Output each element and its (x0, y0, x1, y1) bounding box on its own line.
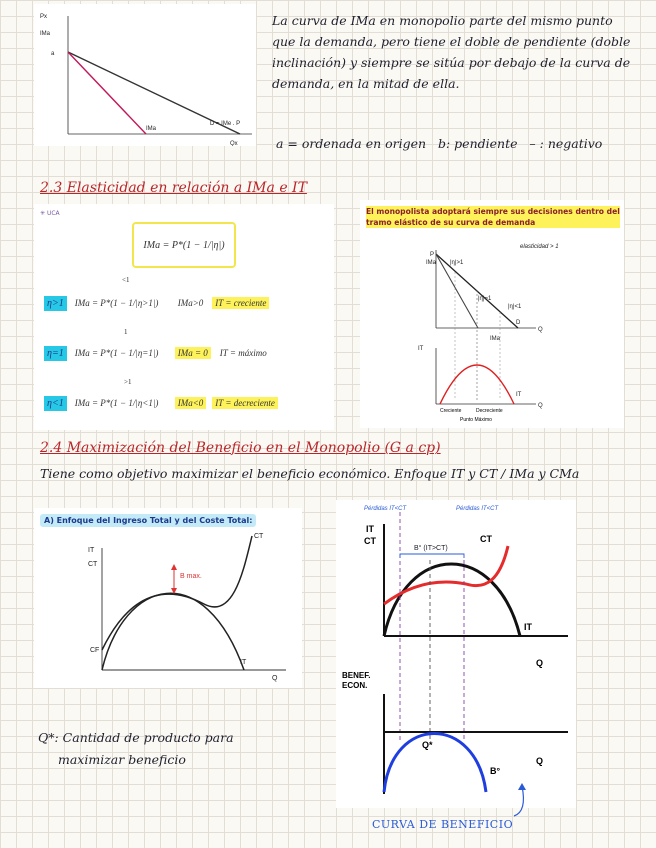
section-24-subtitle: Tiene como objetivo maximizar el beneficio económico. Enfoque IT y CT / IMa y CMa (40, 466, 580, 481)
elastic-panel-svg (360, 200, 624, 428)
a-ct-axis: CT (88, 561, 98, 568)
eta-eq-result: IMa = 0 (175, 347, 211, 359)
elastic-p-label: P (430, 252, 435, 258)
elastic-q-label: Q (538, 327, 543, 333)
benefit-curve (384, 734, 486, 793)
eta-lt-tag: η<1 (44, 396, 67, 411)
b-ct-axis: CT (364, 536, 376, 546)
benefit-chart-svg (336, 500, 576, 808)
ct-curve-top (384, 546, 508, 604)
creciente-label: Creciente (440, 408, 462, 414)
eta-gt-formula: IMa = P*(1 − 1/|η>1|) (74, 298, 159, 308)
elastic-q2-label: Q (538, 403, 543, 409)
uca-logo: ✳ UCA (40, 210, 60, 217)
elasticity-note: elasticidad > 1 (520, 244, 559, 250)
a-ct-curve-label: CT (254, 533, 264, 540)
top-note: La curva de IMa en monopolio parte del mismo punto que la demanda, pero tiene el doble de pendiente (doble inclinación) y siempre se sitúa por debajo de la curva de demanda, en la mitad de ella. (272, 13, 631, 91)
losses-left-label: Pérdidas IT<CT (364, 506, 407, 512)
ct-curve-a (102, 536, 252, 650)
origin-label: a (51, 51, 55, 57)
benefit-range-label: B° (IT>CT) (414, 545, 448, 552)
eta-eq-tag: η=1 (44, 346, 67, 361)
eta-gt-tag: η>1 (44, 296, 67, 311)
eta-eq-it: IT = máximo (219, 348, 267, 358)
eta-eq-formula: IMa = P*(1 − 1/|η=1|) (74, 348, 159, 358)
top-legend: a = ordenada en origen b: pendiente – : negativo (276, 136, 603, 151)
bmax-label: B max. (180, 573, 202, 580)
b-it-axis: IT (366, 524, 374, 534)
b-q-top: Q (536, 658, 544, 668)
section-23-title: 2.3 Elasticidad en relación a IMa e IT (40, 180, 307, 196)
curve-note-arrow (504, 782, 544, 822)
eta-eq-label: |η|=1 (478, 296, 492, 302)
a-it-curve-label: IT (240, 659, 247, 666)
y-label-ima: IMa (40, 31, 51, 37)
top-chart-svg (34, 4, 256, 146)
eta-gt-result: IMa>0 (177, 298, 204, 308)
b-q-bottom: Q (536, 756, 544, 766)
main-formula: IMa = P*(1 − 1/|η|) (132, 222, 236, 268)
section-24-title: 2.4 Maximización del Beneficio en el Monopolio (G a cp) (40, 440, 441, 456)
elastic-headline: El monopolista adoptará siempre sus decisiones dentro del tramo elástico de su curva de demanda (366, 207, 620, 227)
a-it-axis: IT (88, 547, 95, 554)
eta-eq-row (44, 328, 270, 370)
ima-curve-label: IMa (146, 126, 157, 132)
approach-a-title: A) Enfoque del Ingreso Total y del Coste Total: (40, 514, 256, 527)
a-q-label: Q (272, 675, 278, 682)
eta-eq-bound: 1 (124, 328, 128, 336)
approach-a-card (34, 508, 302, 688)
eta-lt-result: IMa<0 (175, 397, 207, 409)
elasticity-formulas-card (34, 204, 334, 430)
q-star-label: Q* (422, 740, 433, 750)
benef-axis-1: BENEF. (342, 671, 371, 680)
elastic-d-label: D (516, 320, 521, 326)
logo-icon: ✳ (40, 210, 46, 217)
b-ct-curve: CT (480, 534, 492, 544)
eta-lt-it: IT = decreciente (212, 397, 278, 409)
qstar-note-line2: maximizar beneficio (58, 752, 186, 767)
it-curve-top (384, 564, 520, 636)
eta-lt-bound: >1 (124, 378, 132, 386)
eta-lt-row (44, 378, 278, 420)
b-curve-label: B° (490, 766, 501, 776)
eta-gt-row (44, 276, 269, 320)
benefit-chart-card (336, 500, 576, 808)
qstar-note-line1: Q*: Cantidad de producto para (38, 730, 234, 745)
approach-a-svg (34, 508, 302, 688)
eta-lt-label: |η|<1 (508, 304, 522, 310)
b-it-curve: IT (524, 622, 532, 632)
x-label-qx: Qx (230, 141, 238, 146)
elastic-ima-bottom: IMa (490, 336, 501, 342)
maximo-label: Punto Máximo (460, 417, 492, 423)
eta-gt-label: |η|>1 (450, 260, 464, 266)
elastic-ima-label: IMa (426, 260, 437, 266)
elastic-it-curve: IT (516, 392, 522, 398)
eta-gt-bound: <1 (122, 276, 130, 284)
eta-lt-formula: IMa = P*(1 − 1/|η<1|) (74, 398, 159, 408)
decreciente-label: Decreciente (476, 408, 503, 414)
eta-gt-it: IT = creciente (212, 297, 269, 309)
y-label-px: Px (40, 14, 48, 20)
top-chart-card (34, 4, 256, 146)
elastic-it-axis: IT (418, 346, 424, 352)
losses-right-label: Pérdidas IT<CT (456, 506, 499, 512)
ima-line (68, 52, 146, 134)
benef-axis-2: ECON. (342, 681, 368, 690)
demand-curve-label: D = IMe . P (210, 121, 241, 127)
a-cf-label: CF (90, 647, 100, 654)
curve-note: CURVA DE BENEFICIO (372, 818, 514, 831)
elastic-panel-card (360, 200, 624, 428)
